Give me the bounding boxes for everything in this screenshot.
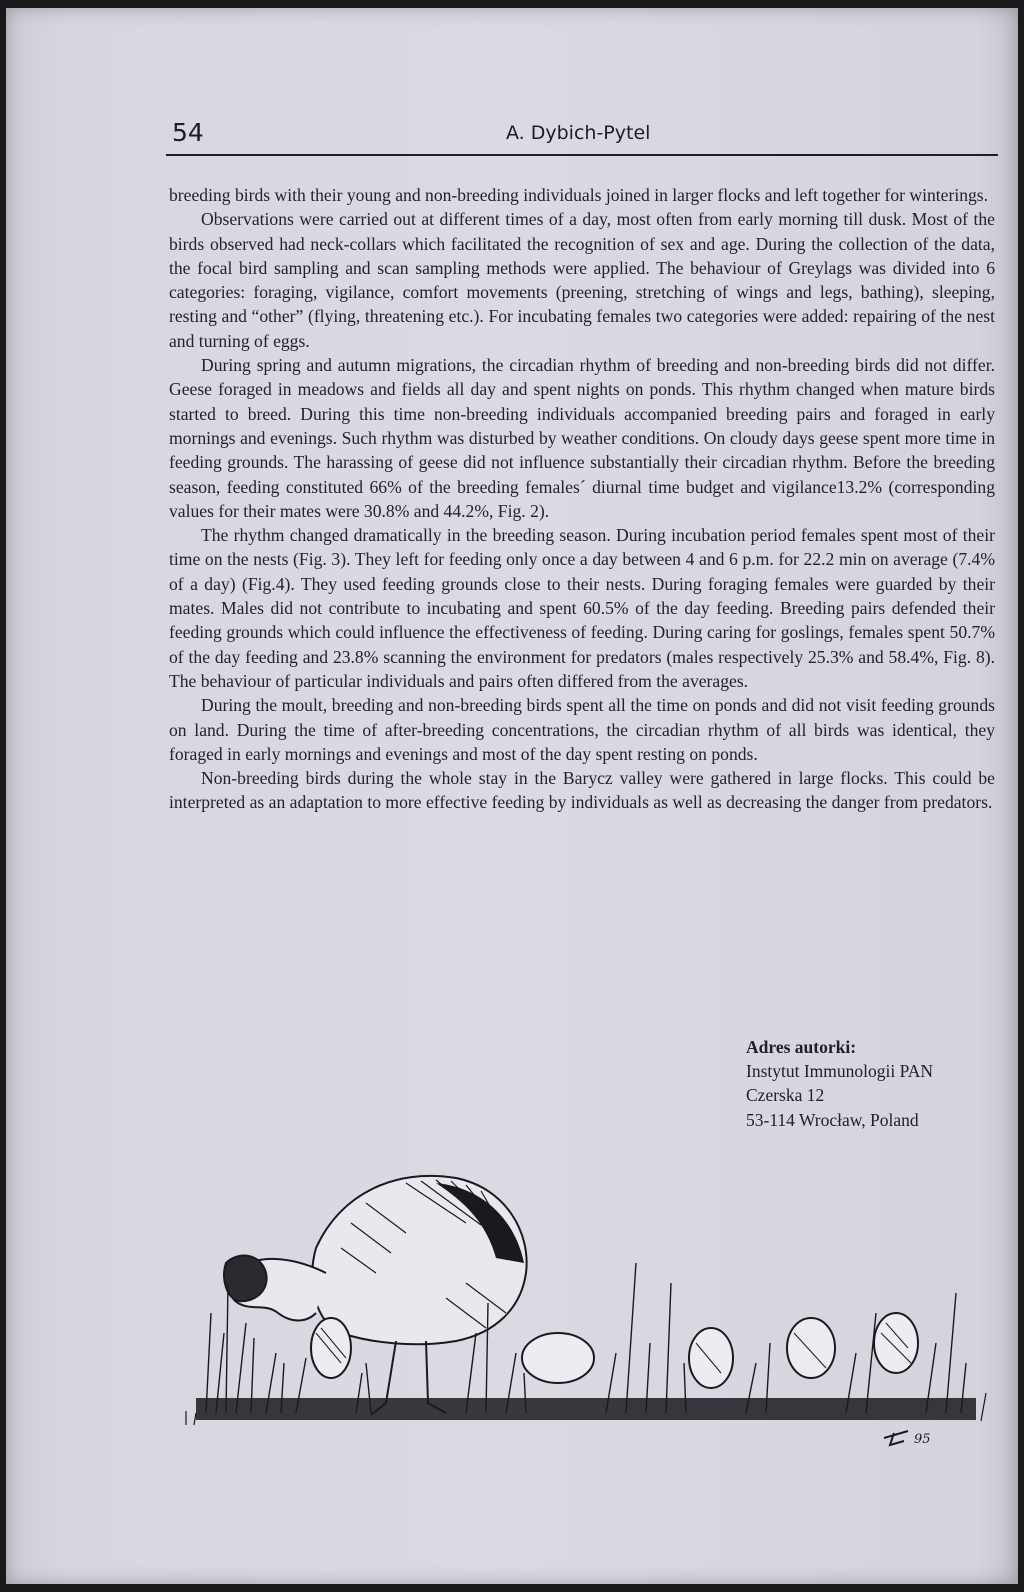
signature-year: 95 [914, 1432, 931, 1447]
goose-body [312, 1176, 526, 1344]
paragraph-2: Observations were carried out at different times of a day, most often from early morning till dusk. Most of the birds observed had neck-collars which facilitated the recognition of sex and age. During the collection of the data, the focal bird sampling and scan sampling methods were applied. The behaviour of Greylags was divided into 6 categories: foraging, vigilance, comfort movements (preening, stretching of wings and legs, bathing), sleeping, resting and “other” (flying, threatening etc.). For incubating females two categories were added: repairing of the nest and turning of eggs. [169, 209, 995, 351]
address-heading: Adres autorki: [746, 1037, 857, 1057]
paragraph-5: During the moult, breeding and non-breeding birds spent all the time on ponds and did not visit feeding grounds on land. During the time of after-breeding concentrations, the circadian rhythm of all birds was identical, they foraged in early mornings and evenings and most of the day spent resting on ponds. [169, 695, 995, 764]
address-street: Czerska 12 [746, 1085, 825, 1106]
egg-1 [311, 1318, 351, 1378]
paragraph-1: breeding birds with their young and non-breeding individuals joined in larger flocks and left together for winterings. [169, 185, 989, 205]
page-number: 54 [172, 118, 204, 147]
paragraph-3: During spring and autumn migrations, the circadian rhythm of breeding and non-breeding birds did not differ. Geese foraged in meadows and fields all day and spent nights on ponds. This rhythm changed when mature birds started to breed. During this time non-breeding individuals accompanied breeding pairs and foraged in early mornings and evenings. Such rhythm was disturbed by weather conditions. On cloudy days geese spent more time in feeding grounds. The harassing of geese did not influence substantially their circadian rhythm. Before the breeding season, feeding constituted 66% of the breeding females´ diurnal time budget and vigilance13.2% (corresponding values for their mates were 30.8% and 44.2%, Fig. 2). [169, 355, 995, 521]
egg-3 [689, 1328, 733, 1388]
paragraph-4: The rhythm changed dramatically in the breeding season. During incubation period females spent most of their time on the nests (Fig. 3). They left for feeding only once a day between 4 and 6 p.m. for 22.2 min on average (7.4% of a day) (Fig.4). They used feeding grounds close to their nests. During foraging females were guarded by their mates. Males did not contribute to incubating and spent 60.5% of the day feeding. Breeding pairs defended their feeding grounds which could influence the effectiveness of feeding. During caring for goslings, females spent 50.7% of the day feeding and 23.8% scanning the environment for predators (males respectively 25.3% and 58.4%, Fig. 8). The behaviour of particular individuals and pairs often differed from the averages. [169, 525, 995, 691]
egg-5 [874, 1313, 918, 1373]
address-institute: Instytut Immunologii PAN [746, 1061, 934, 1082]
article-body [169, 183, 995, 815]
artist-signature [884, 1431, 908, 1445]
paragraph-6: Non-breeding birds during the whole stay in the Barycz valley were gathered in large flocks. This could be interpreted as an adaptation to more effective feeding by individuals as well as decreasing the danger from predators. [169, 768, 995, 813]
egg-4 [787, 1318, 835, 1378]
egg-2 [522, 1333, 594, 1383]
address-city: 53-114 Wrocław, Poland [746, 1109, 919, 1130]
author-address [746, 1035, 933, 1132]
page-header [166, 114, 998, 156]
page [6, 8, 1018, 1584]
goose-head [224, 1256, 267, 1302]
running-head: A. Dybich-Pytel [506, 122, 651, 144]
goose-eggs-illustration [166, 1163, 996, 1473]
